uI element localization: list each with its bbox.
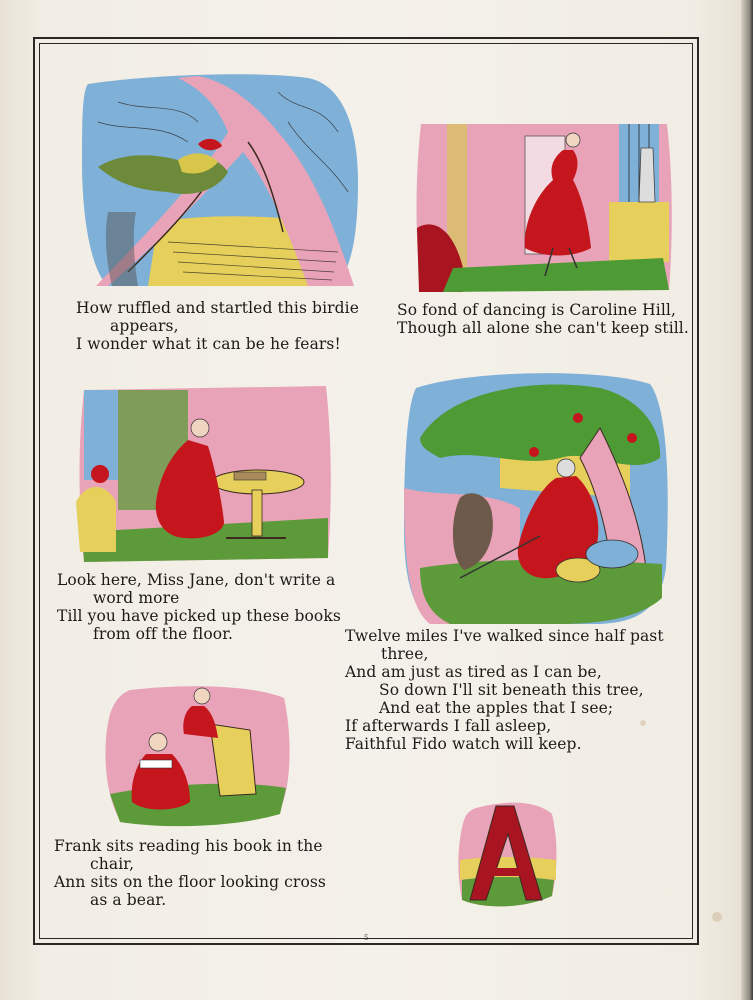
verse-line: Ann sits on the floor looking cross (54, 873, 326, 891)
verse-line: word more (93, 589, 180, 607)
verse-line: So fond of dancing is Caroline Hill, (397, 301, 676, 319)
traveller-under-tree-illustration (400, 368, 670, 624)
verse-line: And am just as tired as I can be, (345, 663, 602, 681)
verse-line: three, (381, 645, 429, 663)
verse-line: Till you have picked up these books (57, 607, 341, 625)
page-number: 5 (364, 934, 369, 942)
verse-birdie (76, 299, 359, 353)
writing-girl-illustration (76, 382, 334, 566)
verse-caroline (397, 301, 689, 337)
verse-line: And eat the apples that I see; (379, 699, 614, 717)
verse-jane (57, 571, 341, 643)
verse-line: Look here, Miss Jane, don't write a (57, 571, 336, 589)
verse-line: chair, (90, 855, 135, 873)
verse-line: How ruffled and startled this birdie (76, 299, 359, 317)
page-edge (741, 0, 753, 1000)
verse-frank (54, 837, 326, 909)
verse-line: as a bear. (90, 891, 167, 909)
verse-line: If afterwards I fall asleep, (345, 717, 552, 735)
dancing-girl-illustration (413, 118, 675, 296)
verse-line: Frank sits reading his book in the (54, 837, 323, 855)
verse-line: from off the floor. (93, 625, 234, 643)
verse-line: I wonder what it can be he fears! (76, 335, 341, 353)
verse-line: Faithful Fido watch will keep. (345, 735, 582, 753)
verse-line: Twelve miles I've walked since half past (345, 627, 664, 645)
letter-a-illustration (456, 800, 560, 910)
verse-line: Though all alone she can't keep still. (397, 319, 689, 337)
verse-line: appears, (110, 317, 179, 335)
reading-children-illustration (100, 684, 294, 830)
verse-line: So down I'll sit beneath this tree, (379, 681, 644, 699)
bird-illustration (78, 72, 360, 290)
verse-walker (345, 627, 664, 753)
